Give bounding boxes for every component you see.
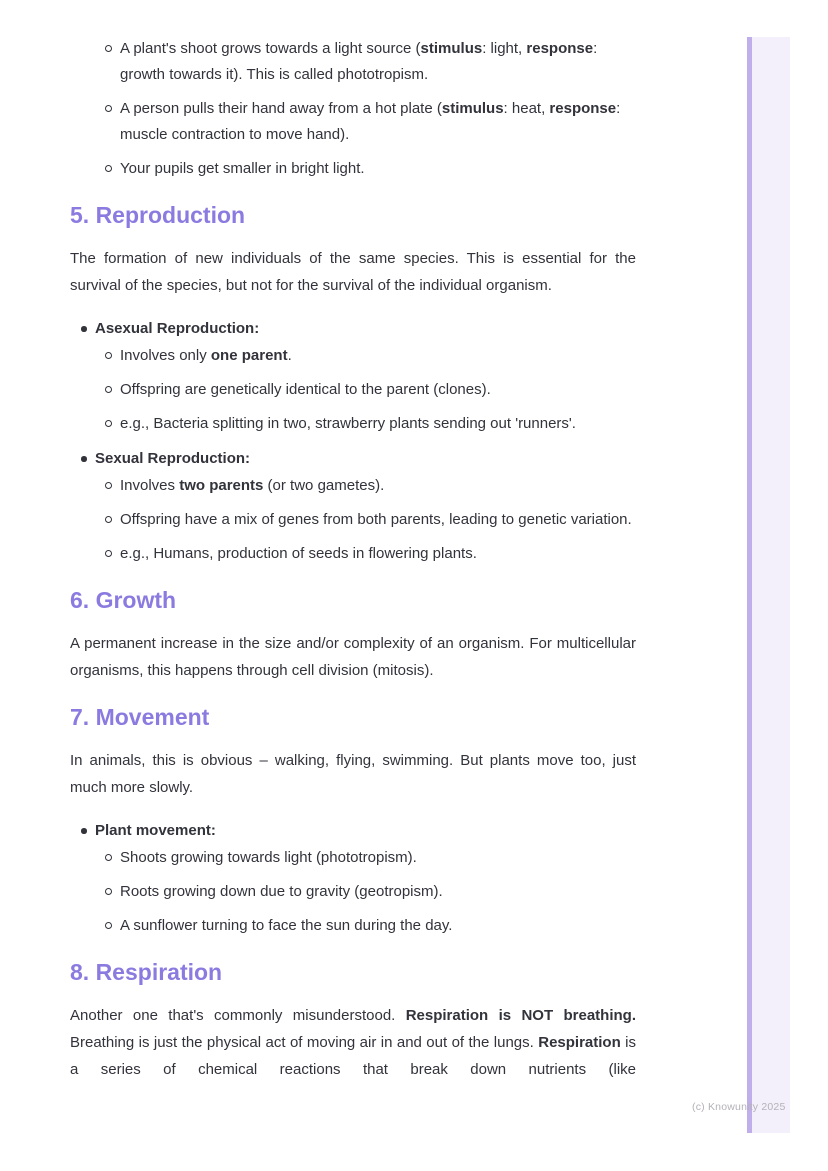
stimulus-examples-list	[70, 36, 636, 182]
list-item-label: Plant movement:	[95, 822, 216, 839]
decorative-side-line	[747, 37, 752, 1133]
list-item	[95, 819, 636, 939]
list-item: Offspring have a mix of genes from both parents, leading to genetic variation.	[120, 507, 636, 533]
list-item: A plant's shoot grows towards a light source (stimulus: light, response: growth towards it). This is called phototropism.	[120, 36, 636, 88]
section-title-growth: 6. Growth	[70, 587, 177, 613]
section-title-reproduction: 5. Reproduction	[70, 202, 246, 228]
list-item-label: Asexual Reproduction:	[95, 320, 260, 337]
section-title-movement: 7. Movement	[70, 704, 210, 730]
list-item: A sunflower turning to face the sun during the day.	[120, 913, 636, 939]
document-content	[70, 0, 636, 1101]
list-item: Your pupils get smaller in bright light.	[120, 156, 636, 182]
list-item	[95, 447, 636, 567]
list-item: e.g., Humans, production of seeds in flowering plants.	[120, 541, 636, 567]
list-item	[95, 317, 636, 437]
sexual-reproduction-sublist	[95, 473, 636, 567]
section-title-respiration: 8. Respiration	[70, 959, 223, 985]
decorative-side-strip	[751, 37, 790, 1133]
reproduction-types-list	[70, 317, 636, 567]
list-item: Involves only one parent.	[120, 343, 636, 369]
paragraph-respiration: Another one that's commonly misunderstood. Respiration is NOT breathing. Breathing is just the physical act of moving air in and out of the lungs. Respiration is a series of chemical reactions that break down nutrients (like	[70, 1007, 637, 1078]
list-item: e.g., Bacteria splitting in two, strawberry plants sending out 'runners'.	[120, 411, 636, 437]
list-item: Roots growing down due to gravity (geotropism).	[120, 879, 636, 905]
asexual-reproduction-sublist	[95, 343, 636, 437]
list-item-label: Sexual Reproduction:	[95, 450, 251, 467]
movement-list	[70, 819, 636, 939]
list-item: A person pulls their hand away from a hot plate (stimulus: heat, response: muscle contraction to move hand).	[120, 96, 636, 148]
list-item: Shoots growing towards light (phototropism).	[120, 845, 636, 871]
list-item: Offspring are genetically identical to the parent (clones).	[120, 377, 636, 403]
paragraph-growth: A permanent increase in the size and/or complexity of an organism. For multicellular organisms, this happens through cell division (mitosis).	[70, 635, 636, 679]
plant-movement-sublist	[95, 845, 636, 939]
copyright-footer: (c) Knowunity 2025	[692, 1101, 786, 1113]
paragraph-reproduction: The formation of new individuals of the same species. This is essential for the survival of the species, but not for the survival of the individual organism.	[70, 250, 636, 294]
list-item: Involves two parents (or two gametes).	[120, 473, 636, 499]
paragraph-movement: In animals, this is obvious – walking, flying, swimming. But plants move too, just much more slowly.	[70, 752, 636, 796]
